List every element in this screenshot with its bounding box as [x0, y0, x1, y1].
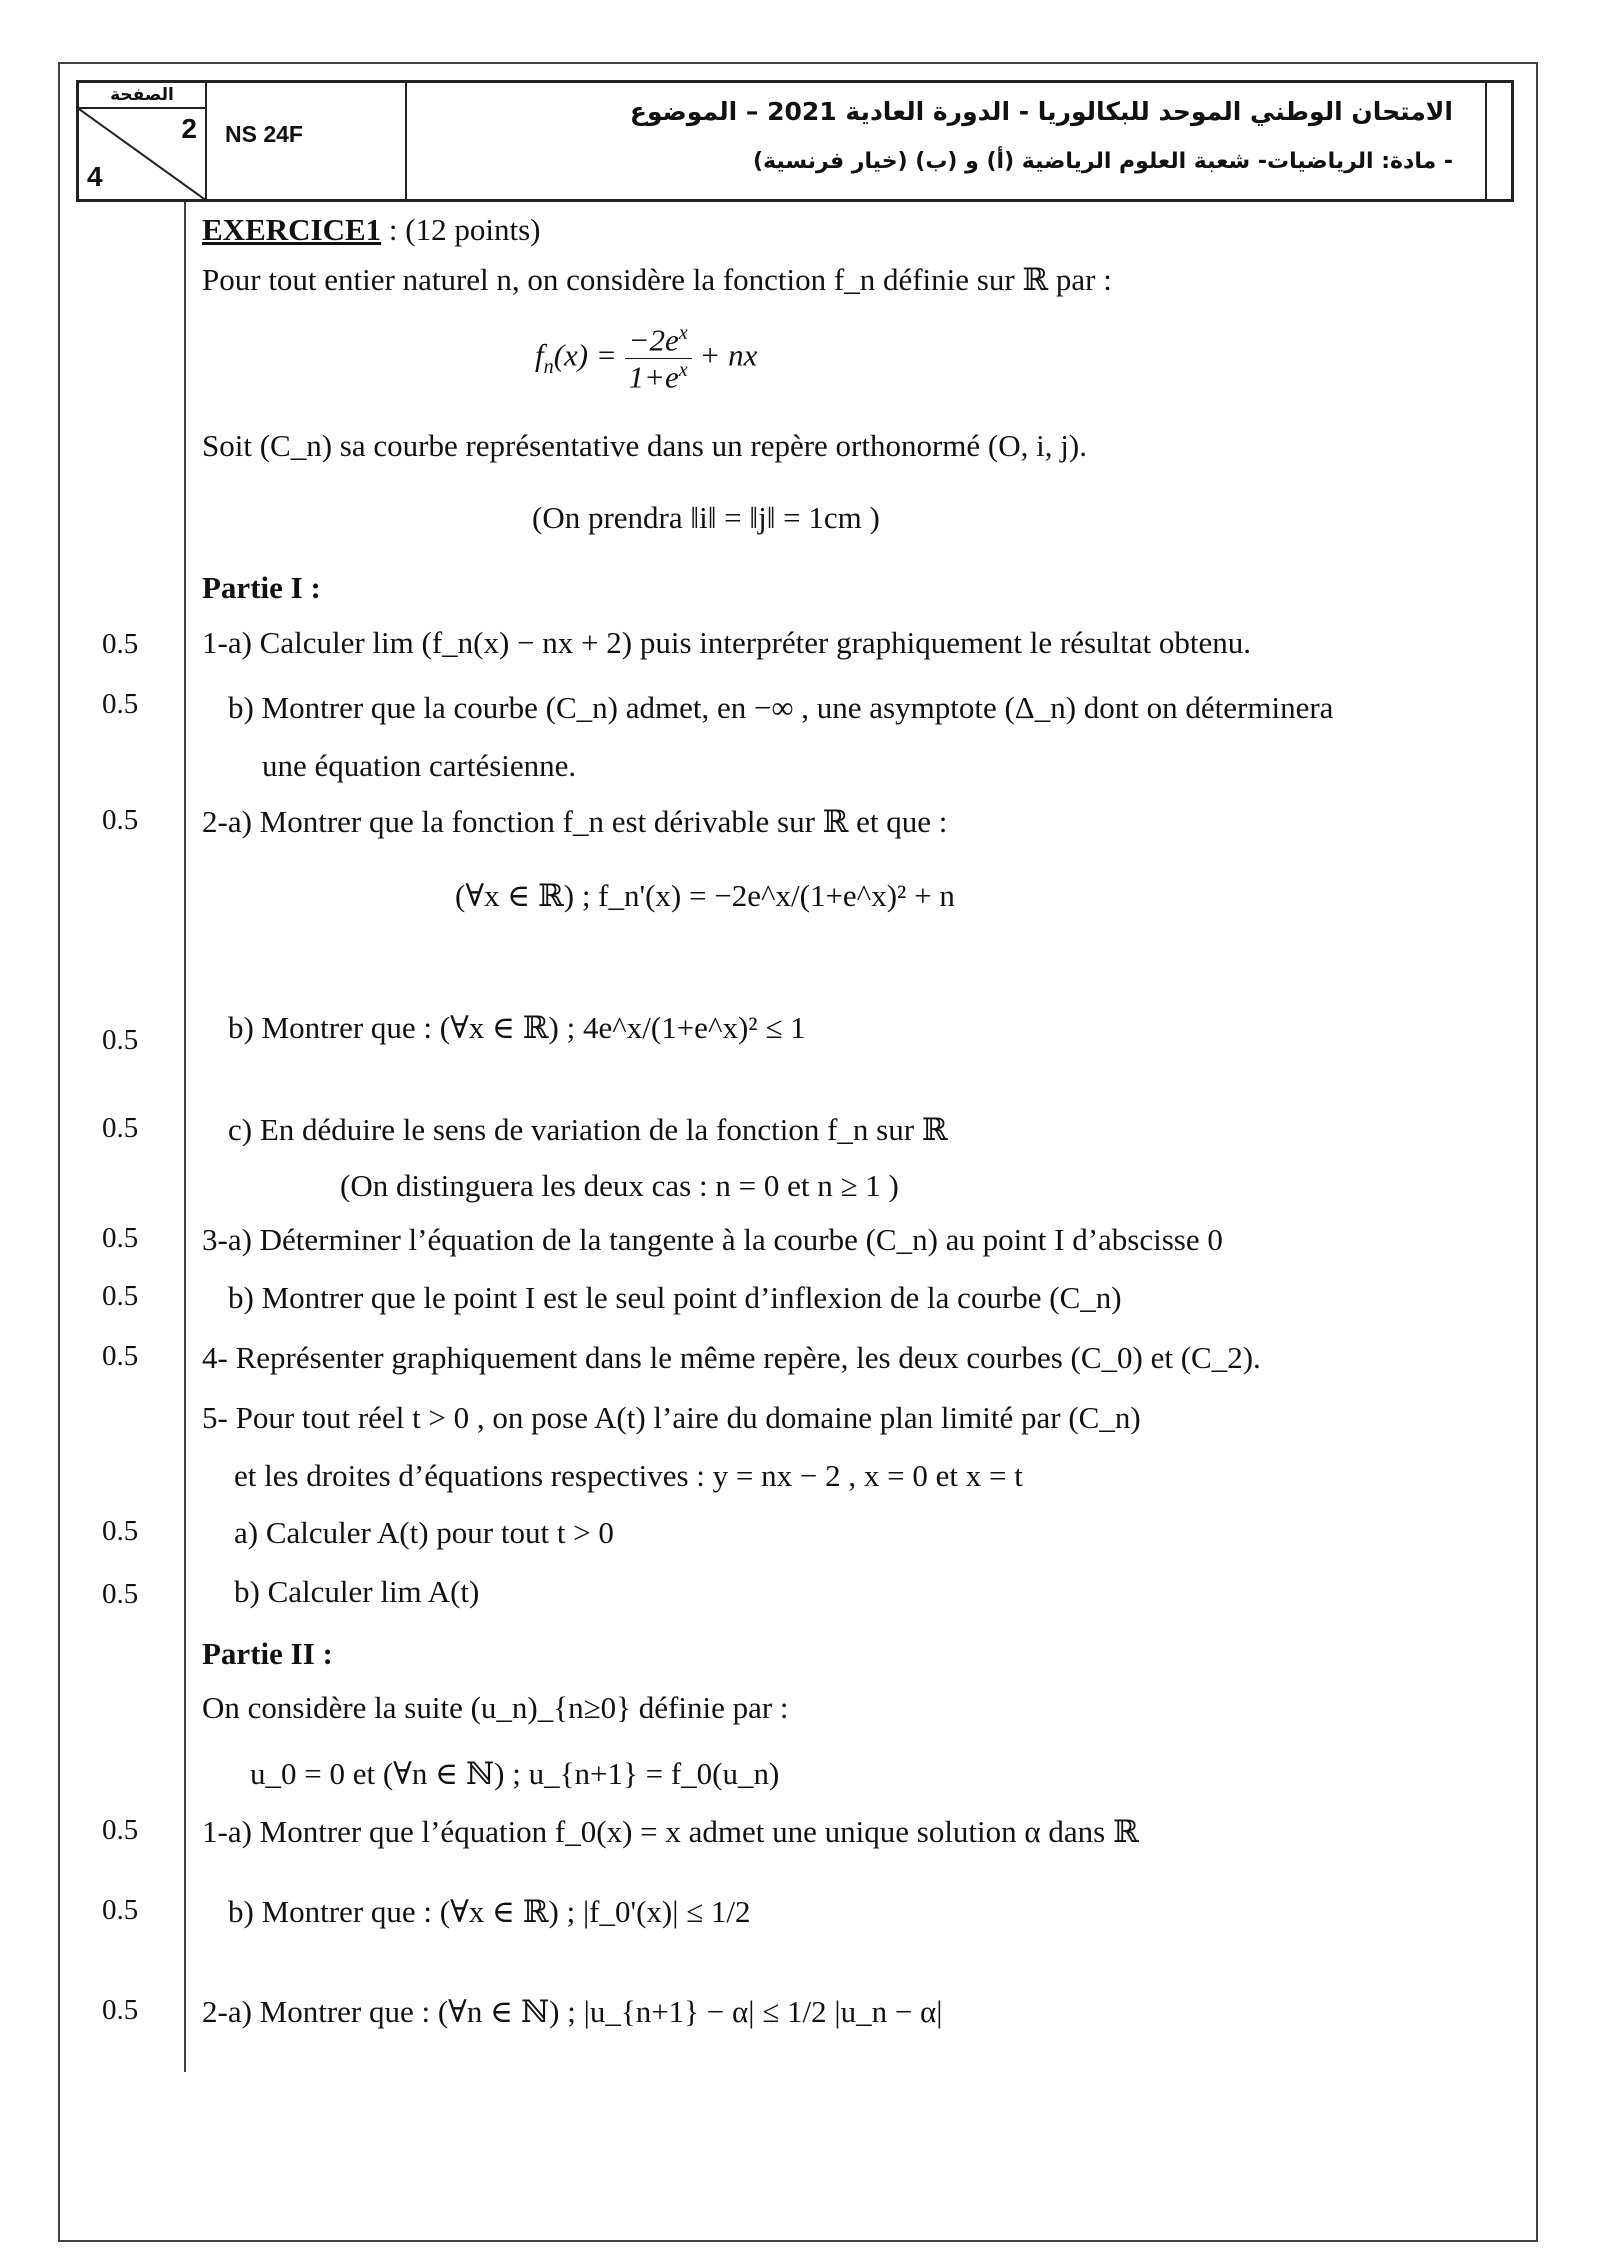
score: 0.5: [102, 688, 139, 720]
score: 0.5: [102, 1894, 139, 1926]
exam-title-box: [407, 83, 1487, 199]
score: 0.5: [102, 804, 139, 836]
question-1b: b) Montrer que la courbe (C_n) admet, en −∞ , une asymptote (Δ_n) dont on déterminera: [228, 690, 1334, 725]
exercise-title: EXERCICE1: [202, 212, 382, 247]
score: 0.5: [102, 1280, 139, 1312]
page-label: الصفحة: [79, 85, 205, 109]
unit-text: (On prendra ‖i‖ = ‖j‖ = 1cm ): [532, 500, 880, 535]
score: 0.5: [102, 1814, 139, 1846]
sequence-definition: u_0 = 0 et (∀n ∈ ℕ) ; u_{n+1} = f_0(u_n): [250, 1756, 780, 1791]
question-4: 4- Représenter graphiquement dans le même repère, les deux courbes (C_0) et (C_2).: [202, 1340, 1261, 1375]
question-1b-cont: une équation cartésienne.: [262, 748, 577, 783]
score: 0.5: [102, 1515, 139, 1547]
score: 0.5: [102, 1340, 139, 1372]
exam-header: [76, 80, 1514, 202]
partie2-question-1a: 1-a) Montrer que l’équation f_0(x) = x admet une unique solution α dans ℝ: [202, 1814, 1139, 1849]
question-2c: c) En déduire le sens de variation de la fonction f_n sur ℝ: [228, 1112, 948, 1147]
exercise-heading: [202, 212, 540, 248]
question-5b: b) Calculer lim A(t): [234, 1574, 480, 1609]
question-3a: 3-a) Déterminer l’équation de la tangente à la courbe (C_n) au point I d’abscisse 0: [202, 1222, 1223, 1257]
score: 0.5: [102, 1222, 139, 1254]
question-2c-note: (On distinguera les deux cas : n = 0 et n ≥ 1 ): [340, 1168, 899, 1203]
function-definition: $f_n(x)$ = $\frac{-2e^x}{1+e^x}$ + nx: [535, 322, 758, 395]
exercise-intro: Pour tout entier naturel n, on considère la fonction f_n définie sur ℝ par :: [202, 262, 1112, 297]
question-5-cont: et les droites d’équations respectives : y = nx − 2 , x = 0 et x = t: [234, 1458, 1023, 1493]
question-5a: a) Calculer A(t) pour tout t > 0: [234, 1515, 614, 1550]
question-1a: 1-a) Calculer lim (f_n(x) − nx + 2) puis interpréter graphiquement le résultat obtenu.: [202, 625, 1252, 660]
question-2b: b) Montrer que : (∀x ∈ ℝ) ; 4e^x/(1+e^x)² ≤ 1: [228, 1010, 806, 1045]
page-number-box: [79, 83, 207, 199]
derivative-equation: (∀x ∈ ℝ) ; f_n'(x) = −2e^x/(1+e^x)² + n: [455, 878, 955, 913]
question-3b: b) Montrer que le point I est le seul point d’inflexion de la courbe (C_n): [228, 1280, 1122, 1315]
score: 0.5: [102, 1024, 139, 1056]
exam-code: NS 24F: [225, 121, 303, 147]
partie2-question-1b: b) Montrer que : (∀x ∈ ℝ) ; |f_0'(x)| ≤ 1/2: [228, 1894, 751, 1929]
question-2a: 2-a) Montrer que la fonction f_n est dérivable sur ℝ et que :: [202, 804, 948, 839]
score: 0.5: [102, 628, 139, 660]
partie1-title: Partie I :: [202, 570, 321, 605]
partie2-intro: On considère la suite (u_n)_{n≥0} définie par :: [202, 1690, 789, 1725]
question-5: 5- Pour tout réel t > 0 , on pose A(t) l’aire du domaine plan limité par (C_n): [202, 1400, 1141, 1435]
partie2-question-2a: 2-a) Montrer que : (∀n ∈ ℕ) ; |u_{n+1} − α| ≤ 1/2 |u_n − α|: [202, 1994, 943, 2029]
score: 0.5: [102, 1578, 139, 1610]
exam-title-line2: - مادة: الرياضيات- شعبة العلوم الرياضية (أ) و (ب) (خيار فرنسية): [753, 149, 1453, 174]
page-total: 4: [87, 161, 103, 192]
empty-header-cell: [1487, 83, 1514, 199]
exercise-points: : (12 points): [381, 212, 541, 247]
score: 0.5: [102, 1112, 139, 1144]
curve-text: Soit (C_n) sa courbe représentative dans un repère orthonormé (O, i, j).: [202, 428, 1087, 463]
page-current: 2: [181, 113, 197, 144]
exam-code-box: [207, 83, 407, 199]
score-column-divider: [184, 202, 186, 2072]
score: 0.5: [102, 1994, 139, 2026]
exam-title-line1: الامتحان الوطني الموحد للبكالوريا - الدورة العادية 2021 – الموضوع: [629, 97, 1453, 126]
partie2-title: Partie II :: [202, 1636, 333, 1671]
